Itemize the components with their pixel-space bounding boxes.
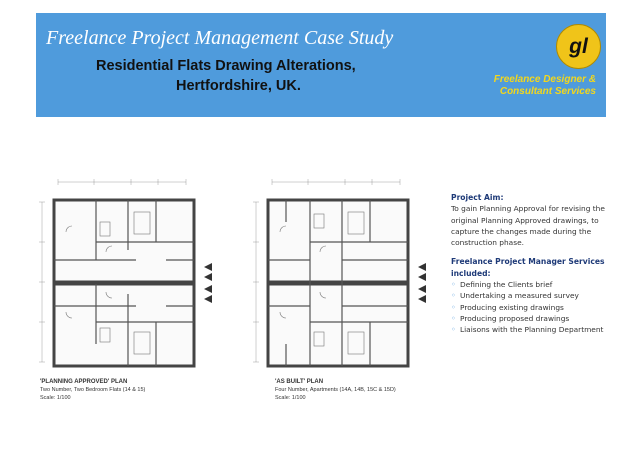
plan-caption-scale: Scale: 1/100 xyxy=(40,395,71,401)
list-item: ◦ Producing existing drawings xyxy=(451,302,564,312)
bullet-icon: ◦ xyxy=(451,302,456,312)
project-aim-text: To gain Planning Approval for revising the original Planning Approved drawings, to capture the changes made during the construction phase. xyxy=(451,204,605,248)
subtitle-line-2: Hertfordshire, UK. xyxy=(176,78,301,94)
plan-caption-description: Two Number, Two Bedroom Flats (14 & 15) xyxy=(40,387,146,393)
bullet-icon: ◦ xyxy=(451,325,456,335)
list-item: ◦ Producing proposed drawings xyxy=(451,313,570,323)
bullet-icon: ◦ xyxy=(451,313,456,323)
bullet-icon: ◦ xyxy=(451,291,456,301)
list-item: ◦ Undertaking a measured survey xyxy=(451,291,579,301)
list-item: ◦ Defining the Clients brief xyxy=(451,280,553,290)
as-built-floor-plan xyxy=(250,172,440,372)
project-aim-heading: Project Aim: xyxy=(451,193,504,202)
plan-caption-scale: Scale: 1/100 xyxy=(275,395,306,401)
services-list xyxy=(451,279,623,335)
logo-text: gl xyxy=(569,34,588,58)
planning-approved-caption xyxy=(40,378,145,402)
services-heading: Freelance Project Manager Services included: xyxy=(451,257,605,278)
logo-tagline: Freelance Designer & Consultant Services xyxy=(493,74,596,97)
title-banner xyxy=(36,13,606,117)
list-item: ◦ Liaisons with the Planning Department xyxy=(451,325,604,335)
bullet-icon: ◦ xyxy=(451,280,456,290)
plan-caption-description: Four Number, Apartments (14A, 14B, 15C & 15D) xyxy=(275,387,396,393)
plan-caption-title: 'AS BUILT' PLAN xyxy=(275,379,324,385)
page-title: Freelance Project Management Case Study xyxy=(46,27,394,49)
subtitle-line-1: Residential Flats Drawing Alterations, xyxy=(96,58,356,74)
gl-logo xyxy=(556,24,601,69)
planning-approved-floor-plan xyxy=(36,172,226,372)
as-built-caption xyxy=(275,378,396,402)
plan-caption-title: 'PLANNING APPROVED' PLAN xyxy=(40,379,128,385)
project-info-panel xyxy=(451,192,623,336)
